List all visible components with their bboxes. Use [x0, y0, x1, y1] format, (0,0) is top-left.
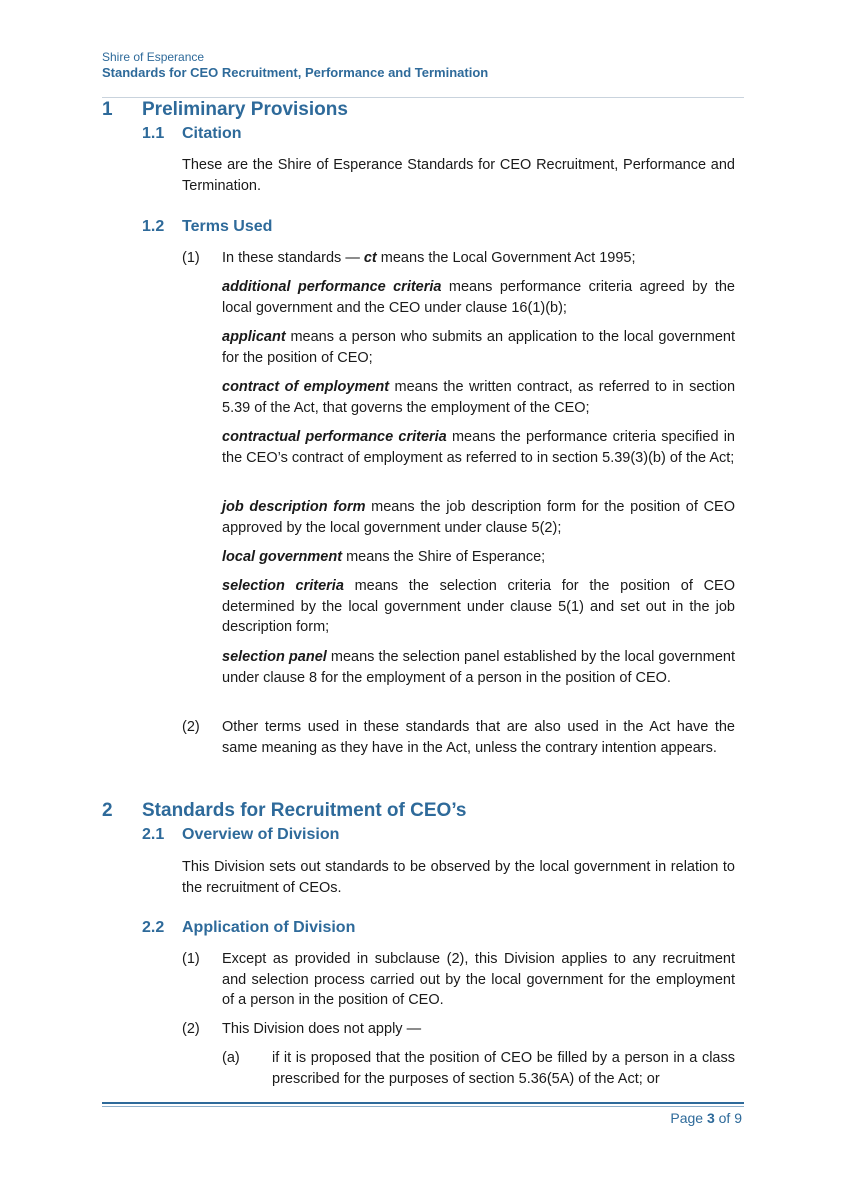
section-number: 2	[102, 800, 113, 821]
subsection-title: Citation	[182, 125, 242, 142]
definition	[222, 377, 735, 418]
footer-divider	[102, 1102, 744, 1104]
subsection-number: 1.1	[142, 125, 165, 142]
item-marker: (2)	[182, 719, 200, 735]
page-suffix: of 9	[714, 1110, 742, 1126]
definition-text: means the selection panel established by the local government under clause 8 for the employment of a person in the position of CEO.	[222, 649, 735, 686]
terms-paragraph-2: Other terms used in these standards that are also used in the Act have the same meaning as they have in the Act, unless the contrary intention appears.	[222, 719, 735, 756]
header-title: Standards for CEO Recruitment, Performance and Termination	[102, 65, 489, 80]
definition	[222, 427, 735, 468]
header-divider	[102, 97, 744, 98]
definition-text: means the performance criteria specified in the CEO’s contract of employment as referred to in section 5.39(3)(b) of the Act;	[222, 429, 735, 466]
application-paragraph-1: Except as provided in subclause (2), this Division applies to any recruitment and selection process carried out by the local government for the employment of a person in the position of CEO.	[222, 951, 735, 1008]
application-subitem-a: if it is proposed that the position of CEO be filled by a person in a class prescribed for the purposes of section 5.36(5A) of the Act; or	[272, 1050, 735, 1087]
definition-text: means the Shire of Esperance;	[342, 549, 546, 565]
definition-text: means the selection criteria for the position of CEO determined by the local government under clause 5(1) and set out in the job description form;	[222, 578, 735, 635]
subsection-number: 2.1	[142, 826, 165, 843]
definition	[222, 497, 735, 538]
definition-term: selection criteria	[222, 578, 344, 594]
item-marker: (1)	[182, 951, 200, 967]
subsection-number: 2.2	[142, 919, 165, 936]
overview-paragraph: This Division sets out standards to be observed by the local government in relation to the recruitment of CEOs.	[182, 859, 735, 896]
citation-paragraph: These are the Shire of Esperance Standards for CEO Recruitment, Performance and Termination.	[182, 157, 735, 194]
terms-intro-post: means the Local Government Act 1995;	[376, 250, 636, 266]
definition	[222, 647, 735, 688]
definition-term: additional performance criteria	[222, 279, 442, 295]
section-title: Standards for Recruitment of CEO’s	[142, 800, 467, 821]
item-marker: (1)	[182, 250, 200, 266]
section-title: Preliminary Provisions	[142, 99, 348, 120]
definition-term: contractual performance criteria	[222, 429, 447, 445]
header-org: Shire of Esperance	[102, 50, 205, 64]
terms-intro	[222, 248, 735, 269]
definition-term: contract of employment	[222, 379, 390, 395]
subsection-title: Terms Used	[182, 218, 273, 235]
definition-term: applicant	[222, 329, 286, 345]
page-current: 3	[706, 1110, 715, 1126]
section-number: 1	[102, 99, 113, 120]
definition	[222, 327, 735, 368]
terms-intro-pre: In these standards —	[222, 250, 364, 266]
definition-term: job description form	[222, 499, 366, 515]
definition	[222, 277, 735, 318]
definition-term: selection panel	[222, 649, 327, 665]
definition-text: means the job description form for the position of CEO approved by the local government under clause 5(2);	[222, 499, 736, 536]
definition	[222, 576, 735, 638]
terms-intro-term: ct	[363, 250, 377, 266]
footer-divider-thin	[102, 1106, 744, 1107]
definition-text: means performance criteria agreed by the local government and the CEO under clause 16(1)(b);	[222, 279, 735, 316]
item-marker: (2)	[182, 1021, 200, 1037]
subsection-title: Overview of Division	[182, 826, 340, 843]
definition	[222, 547, 735, 568]
subitem-marker: (a)	[222, 1050, 240, 1066]
page-number	[670, 1110, 742, 1126]
definition-term: local government	[222, 549, 343, 565]
definition-text: means a person who submits an application to the local government for the position of CEO;	[222, 329, 735, 366]
subsection-title: Application of Division	[182, 919, 356, 936]
application-paragraph-2: This Division does not apply —	[222, 1021, 422, 1037]
definition-text: means the written contract, as referred to in section 5.39 of the Act, that governs the employment of the CEO;	[222, 379, 736, 416]
page-prefix: Page	[670, 1110, 707, 1126]
subsection-number: 1.2	[142, 218, 165, 235]
